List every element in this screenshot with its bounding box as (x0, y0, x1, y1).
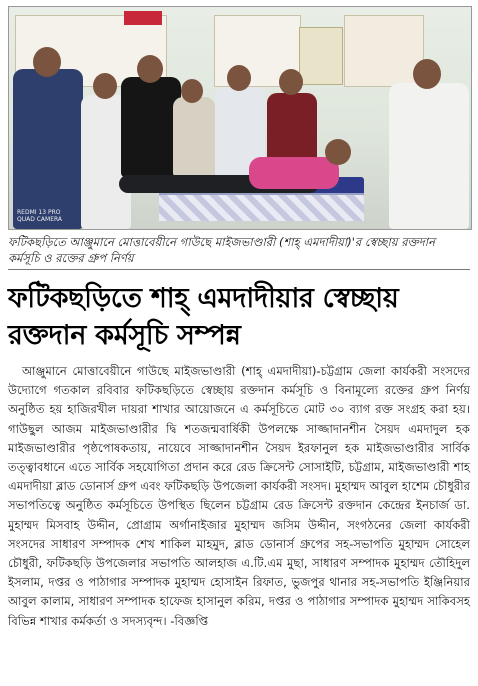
donor-head (325, 139, 351, 165)
donation-bed (159, 193, 364, 221)
person-head (137, 55, 163, 83)
person (121, 77, 181, 177)
wall-banner (344, 15, 424, 87)
person (173, 97, 215, 177)
person-head (93, 73, 117, 99)
person-head (33, 47, 61, 77)
person-head (279, 69, 303, 95)
person (389, 83, 469, 229)
person-head (413, 59, 441, 89)
camera-watermark: REDMI 13 PRO QUAD CAMERA (17, 209, 63, 223)
wall-banner-red (124, 11, 162, 25)
photo-caption: ফটিকছড়িতে আঞ্জুমানে মোত্তাবেয়ীনে গাউছে মাইজভাণ্ডারী (শাহ্ এমদাদীয়া)'র স্বেচ্ছায় রক্তদান কর্মসূচি ও রক্তের গ্রুপ নির্ণয় (8, 235, 435, 265)
news-photo (8, 6, 472, 230)
caption-divider (8, 269, 470, 270)
person-head (181, 79, 203, 103)
article-body: আঞ্জুমানে মোত্তাবেয়ীনে গাউছে মাইজভাণ্ডারী (শাহ্ এমদাদীয়া)-চট্টগ্রাম জেলা কার্যকরী সংসদের উদ্যোগে গতকাল রবিবার ফটিকছড়িতে স্বেচ্ছায় রক্তদান কর্মসূচি ও বিনামূল্যে রক্তের গ্রুপ নির্ণয় অনুষ্ঠিত হয় হাজিরখীল দায়রা শাখার আয়োজনে এ কর্মসূচিতে মোট ৩০ ব্যাগ রক্ত সংগ্রহ করা হয়। গাউছুল আজম মাইজভাণ্ডারীর দ্বি শতজন্মবার্ষিকী উপলক্ষে সাজ্জাদানশীন সৈয়দ এমদাদুল হক মাইজভাণ্ডারীর পৃষ্ঠপোষকতায়, নায়েবে সাজ্জাদানশীন সৈয়দ ইরফানুল হক মাইজভাণ্ডারীর সার্বিক তত্ত্বাবধানে এতে সার্বিক সহযোগিতা প্রদান করে রেড ক্রিসেন্ট সোসাইটি, চট্টগ্রাম, মাইজভাণ্ডারী শাহ এমদাদীয়া ব্লাড ডোনার্স গ্রুপ এবং ফটিকছড়ি উপজেলা কার্যকরী সংসদ। মুহাম্মদ আবুল হাশেম চৌধুরীর সভাপতিত্বে অনুষ্ঠিত কর্মসূচিতে উপস্থিত ছিলেন চট্টগ্রাম রেড ক্রিসেন্ট রক্তদান কেন্দ্রের ইনচার্জ ডা. মুহাম্মদ মিসবাহ উদ্দীন, প্রোগ্রাম অর্গানাইজার মুহাম্মদ জসিম উদ্দীন, সংগঠনের জেলা কার্যকরী সংসদের সাধারণ সম্পাদক শেখ শাকিল মাহমুদ, ব্লাড ডোনার্স গ্রুপের সহ-সভাপতি মুহাম্মদ সোহেল চৌধুরী, ফটিকছড়ি উপজেলার সভাপতি আলহাজ এ.টি.এম মুছা, সাধারণ সম্পাদক মুহাম্মদ তৌহিদুল ইসলাম, দপ্তর ও পাঠাগার সম্পাদক মুহাম্মদ হোসাইন রিফাত, ভুজপুর থানার সহ-সভাপতি ইঞ্জিনিয়ার আবুল কালাম, সাধারণ সম্পাদক হাফেজ হাসানুল করিম, দপ্তর ও পাঠাগার সম্পাদক মুহাম্মদ সাকিবসহ বিভিন্ন শাখার কর্মকর্তা ও সদস্যবৃন্দ। -বিজ্ঞপ্তি (8, 364, 470, 628)
wall-poster (299, 27, 343, 85)
person (13, 69, 83, 229)
person-head (227, 65, 251, 91)
donor-shirt (249, 157, 339, 189)
article-headline: ফটিকছড়িতে শাহ্ এমদাদীয়ার স্বেচ্ছায় রক্তদান কর্মসূচি সম্পন্ন (8, 283, 399, 351)
